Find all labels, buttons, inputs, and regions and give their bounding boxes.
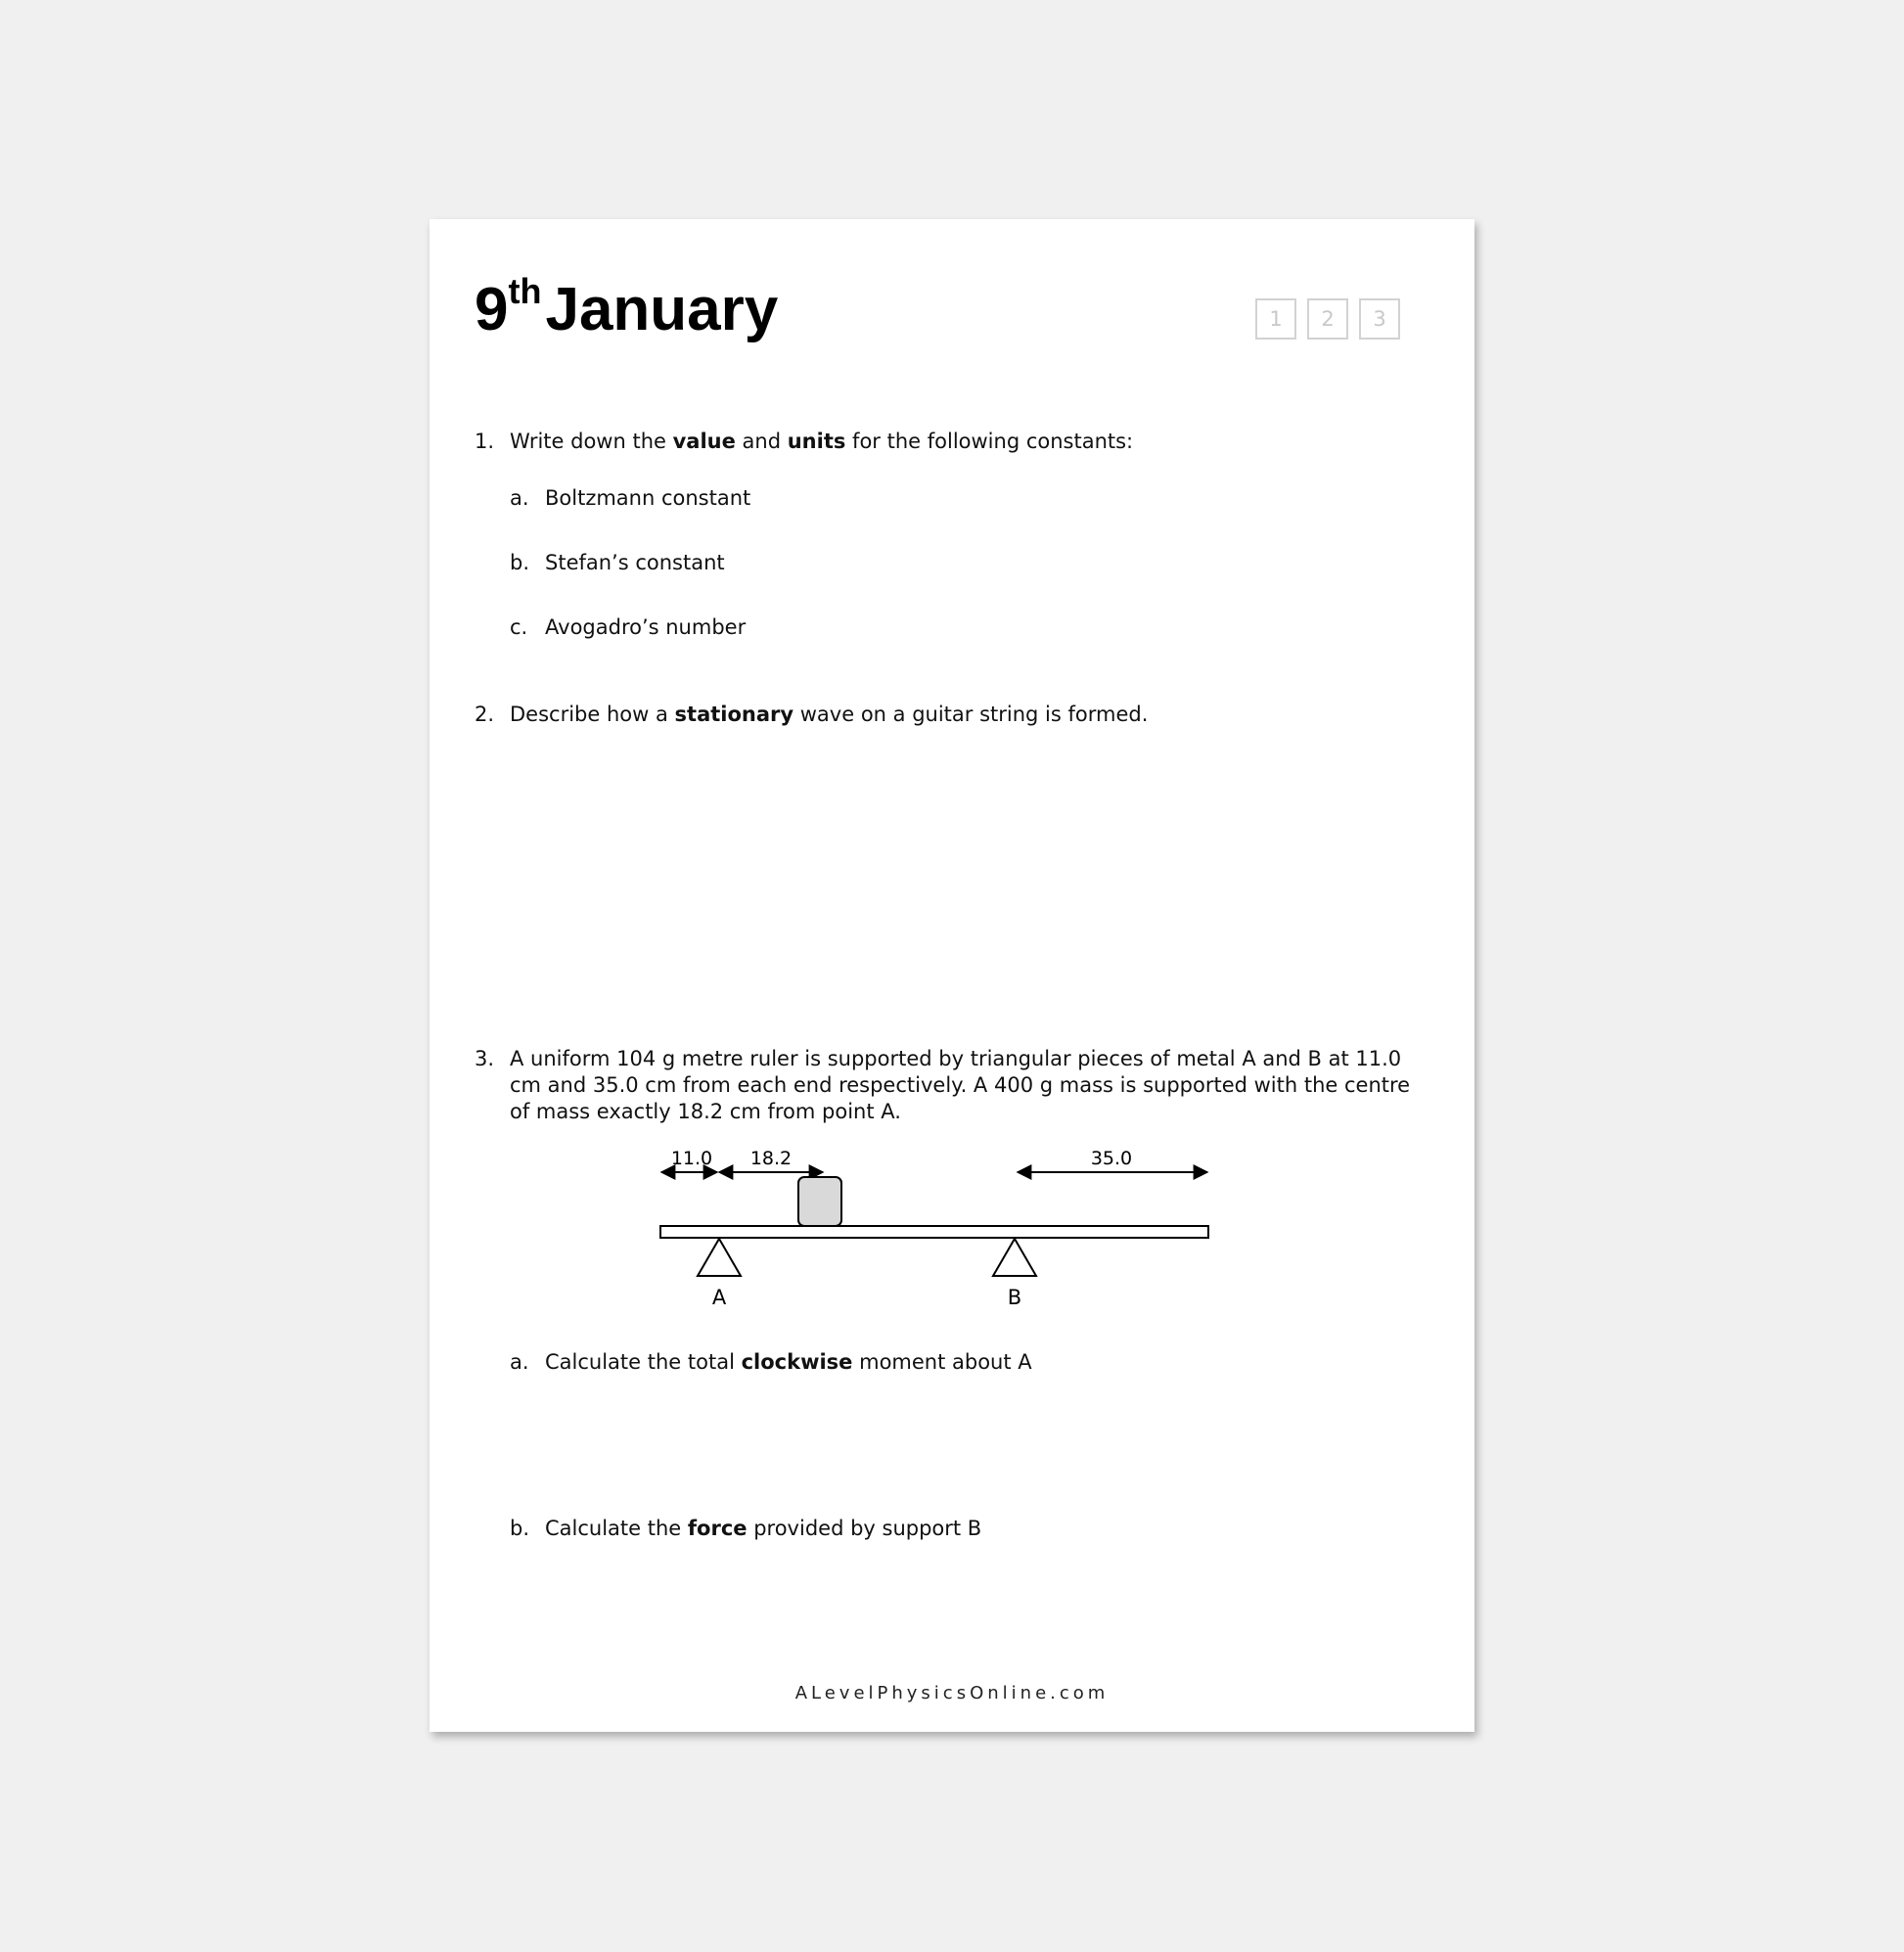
bold-term: units	[787, 430, 846, 453]
part-letter: b.	[510, 551, 530, 574]
question-3b	[510, 1516, 1390, 1542]
part-letter: c.	[510, 615, 528, 639]
question-text	[510, 429, 1414, 455]
text-run: for the following constants:	[845, 430, 1134, 453]
text-run: Calculate the total	[545, 1350, 742, 1374]
support-a-label: A	[711, 1286, 727, 1309]
part-text	[545, 1516, 1390, 1542]
question-number: 1.	[475, 430, 495, 453]
site-footer: ALevelPhysicsOnline.com	[794, 1683, 1110, 1703]
question-1b	[510, 550, 1390, 576]
part-text	[545, 1349, 1390, 1376]
worksheet-page	[430, 219, 1474, 1732]
text-run: moment about A	[852, 1350, 1032, 1374]
question-number: 2.	[475, 703, 495, 726]
question-text	[510, 702, 1414, 728]
part-text: Avogadro’s number	[545, 615, 747, 639]
ruler-diagram	[658, 1145, 1226, 1317]
title-month: January	[545, 276, 779, 343]
support-b-label: B	[1007, 1286, 1022, 1309]
bold-term: clockwise	[741, 1350, 853, 1374]
score-box-1: 1	[1255, 298, 1296, 340]
question-3a	[510, 1349, 1390, 1376]
part-text: Boltzmann constant	[545, 486, 751, 510]
metre-ruler	[660, 1226, 1208, 1238]
title-day: 9	[475, 276, 509, 343]
score-box-2: 2	[1307, 298, 1348, 340]
mass-block	[798, 1177, 841, 1226]
bold-term: force	[687, 1517, 748, 1540]
support-a-triangle	[698, 1239, 741, 1276]
bold-term: value	[672, 430, 736, 453]
question-2	[475, 702, 1414, 728]
question-1	[475, 429, 1414, 455]
score-box-3: 3	[1359, 298, 1400, 340]
part-letter: a.	[510, 1350, 529, 1374]
part-letter: b.	[510, 1517, 530, 1540]
part-text: Stefan’s constant	[545, 551, 725, 574]
dim-label-left: 11.0	[670, 1148, 713, 1169]
text-run: Write down the	[510, 430, 673, 453]
question-text: A uniform 104 g metre ruler is supported by triangular pieces of metal A and B at 11.0 cm and 35.0 cm from each end respectively. A 400 g mass is supported with the centre of mass exactly 18.2 cm from point A.	[510, 1047, 1411, 1123]
question-number: 3.	[475, 1047, 495, 1070]
question-1a	[510, 485, 1390, 512]
text-run: provided by support B	[747, 1517, 982, 1540]
text-run: Calculate the	[545, 1517, 688, 1540]
text-run: wave on a guitar string is formed.	[793, 703, 1149, 726]
question-1c	[510, 614, 1390, 641]
bold-term: stationary	[674, 703, 794, 726]
page-title	[475, 271, 779, 343]
text-run: and	[735, 430, 788, 453]
part-letter: a.	[510, 486, 529, 510]
text-run: Describe how a	[510, 703, 675, 726]
title-suffix: th	[508, 271, 542, 311]
question-3	[475, 1046, 1414, 1125]
support-b-triangle	[993, 1239, 1036, 1276]
dim-label-mass: 18.2	[749, 1148, 793, 1169]
score-boxes	[1255, 298, 1400, 340]
dim-label-right: 35.0	[1090, 1148, 1133, 1169]
